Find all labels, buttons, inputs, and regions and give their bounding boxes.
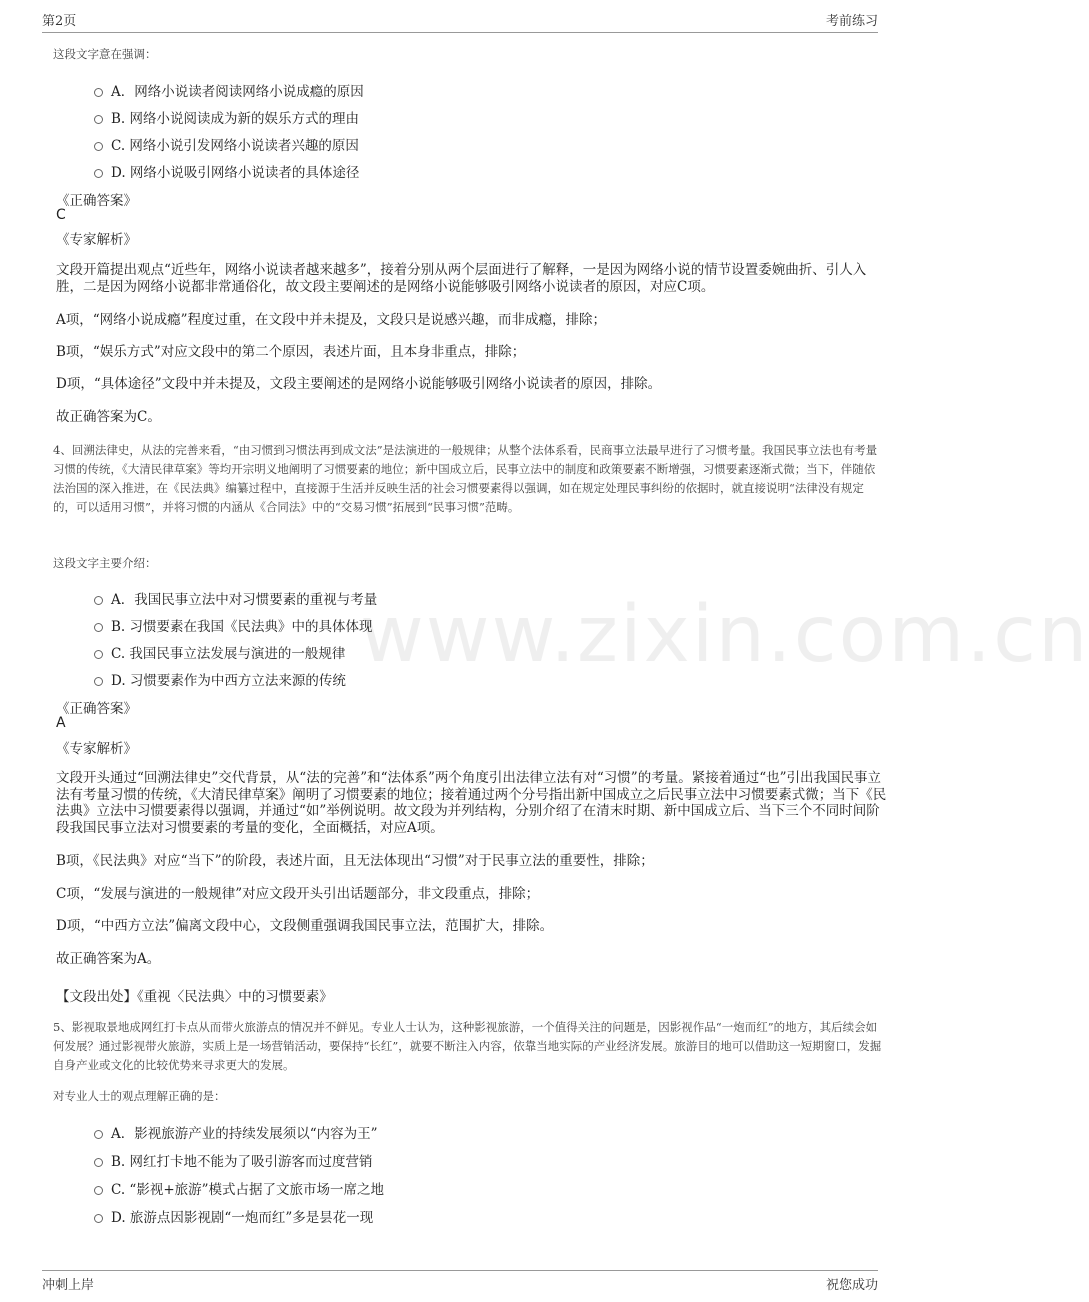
q4-stem: 这段文字主要介绍： xyxy=(53,556,157,570)
q5-option-a[interactable]: A．影视旅游产业的持续发展须以“内容为王” xyxy=(94,1122,378,1142)
q3-analysis-p5: 故正确答案为C。 xyxy=(56,409,161,425)
q4-answer: A xyxy=(56,715,66,731)
radio-icon[interactable] xyxy=(94,169,103,178)
q3-analysis-p2: A项，“网络小说成瘾”程度过重，在文段中并未提及，文段只是说感兴趣，而非成瘾，排除； xyxy=(56,312,607,328)
page-number: 第2页 xyxy=(42,14,77,29)
q4-passage: 4、回溯法律史，从法的完善来看，“由习惯到习惯法再到成文法”是法演进的一般规律；从整个法体系看，民商事立法最早进行了习惯考量。我国民事立法也有考量习惯的传统，《大清民律草案》等均开宗明义地阐明了习惯要素的地位；新中国成立后，民事立法中的制度和政策要素不断增强，习惯要素逐渐式微；当下，伴随依法治国的深入推进，在《民法典》编纂过程中，直接源于生活并反映生活的社会习惯要素得以强调，如在规定处理民事纠纷的依据时，就直接说明“法律没有规定的，可以适用习惯”，并将习惯的内涵从《合同法》中的“交易习惯”拓展到“民事习惯”范畴。 xyxy=(53,443,878,514)
q4-analysis-p4: D项，“中西方立法”偏离文段中心，文段侧重强调我国民事立法，范围扩大，排除。 xyxy=(56,918,554,934)
radio-icon[interactable] xyxy=(94,88,103,97)
radio-icon[interactable] xyxy=(94,1130,103,1139)
watermark: www.zixin.com.cn xyxy=(360,590,1089,680)
page-footer xyxy=(42,1270,878,1293)
radio-icon[interactable] xyxy=(94,1158,103,1167)
q4-option-c[interactable]: C. 我国民事立法发展与演进的一般规律 xyxy=(94,642,345,662)
q4-source: 【文段出处】《重视〈民法典〉中的习惯要素》 xyxy=(56,989,333,1005)
radio-icon[interactable] xyxy=(94,623,103,632)
q5-option-c[interactable]: C. “影视+旅游”模式占据了文旅市场一席之地 xyxy=(94,1178,384,1198)
footer-right: 祝您成功 xyxy=(825,1278,878,1293)
radio-icon[interactable] xyxy=(94,1214,103,1223)
q3-analysis-label: 《专家解析》 xyxy=(56,232,137,248)
q3-analysis-p3: B项，“娱乐方式”对应文段中的第二个原因，表述片面，且本身非重点，排除； xyxy=(56,344,526,360)
q4-analysis-p2: B项，《民法典》对应“当下”的阶段，表述片面，且无法体现出“习惯”对于民事立法的重要性，排除； xyxy=(56,853,654,869)
q3-answer: C xyxy=(56,207,66,223)
q5-passage: 5、影视取景地成网红打卡点从而带火旅游点的情况并不鲜见。专业人士认为，这种影视旅游，一个值得关注的问题是，因影视作品“一炮而红”的地方，其后续会如何发展？通过影视带火旅游，实质上是一场营销活动，要保持“长红”，就要不断注入内容，依靠当地实际的产业经济发展。旅游目的地可以借助这一短期窗口，发掘自身产业或文化的比较优势来寻求更大的发展。 xyxy=(53,1020,882,1072)
q4-option-a[interactable]: A．我国民事立法中对习惯要素的重视与考量 xyxy=(94,588,377,608)
radio-icon[interactable] xyxy=(94,650,103,659)
q4-analysis-p3: C项，“发展与演进的一般规律”对应文段开头引出话题部分，非文段重点，排除； xyxy=(56,886,540,902)
q4-answer-label: 《正确答案》 xyxy=(56,701,137,717)
footer-left: 冲刺上岸 xyxy=(42,1278,95,1293)
q4-option-b[interactable]: B. 习惯要素在我国《民法典》中的具体体现 xyxy=(94,615,373,635)
q5-option-d[interactable]: D. 旅游点因影视剧“一炮而红”多是昙花一现 xyxy=(94,1206,373,1226)
radio-icon[interactable] xyxy=(94,142,103,151)
q3-option-c[interactable]: C. 网络小说引发网络小说读者兴趣的原因 xyxy=(94,134,359,154)
q4-analysis-label: 《专家解析》 xyxy=(56,741,137,757)
q3-analysis-p4: D项，“具体途径”文段中并未提及，文段主要阐述的是网络小说能够吸引网络小说读者的原因，排除。 xyxy=(56,376,662,392)
q4-analysis-p1: 文段开头通过“回溯法律史”交代背景，从“法的完善”和“法体系”两个角度引出法律立法有对“习惯”的考量。紧接着通过“也”引出我国民事立法有考量习惯的传统，《大清民律草案》阐明了习惯要素的地位；接着通过两个分号指出新中国成立之后民事立法中习惯要素式微；当下《民法典》立法中习惯要素得以强调，并通过“如”举例说明。故文段为并列结构，分别介绍了在清末时期、新中国成立后、当下三个不同时间阶段我国民事立法对习惯要素的考量的变化，全面概括，对应A项。 xyxy=(56,770,887,836)
radio-icon[interactable] xyxy=(94,596,103,605)
q3-answer-label: 《正确答案》 xyxy=(56,193,137,209)
radio-icon[interactable] xyxy=(94,677,103,686)
q5-stem: 对专业人士的观点理解正确的是： xyxy=(53,1089,226,1103)
header-title: 考前练习 xyxy=(825,14,878,29)
q3-stem: 这段文字意在强调： xyxy=(53,47,157,61)
q3-option-a[interactable]: A．网络小说读者阅读网络小说成瘾的原因 xyxy=(94,80,364,100)
q3-option-d[interactable]: D. 网络小说吸引网络小说读者的具体途径 xyxy=(94,161,359,181)
q4-analysis-p5: 故正确答案为A。 xyxy=(56,951,161,967)
radio-icon[interactable] xyxy=(94,1186,103,1195)
q4-option-d[interactable]: D. 习惯要素作为中西方立法来源的传统 xyxy=(94,669,346,689)
q5-option-b[interactable]: B. 网红打卡地不能为了吸引游客而过度营销 xyxy=(94,1150,373,1170)
q3-option-b[interactable]: B. 网络小说阅读成为新的娱乐方式的理由 xyxy=(94,107,359,127)
radio-icon[interactable] xyxy=(94,115,103,124)
q3-analysis-p1: 文段开篇提出观点“近些年，网络小说读者越来越多”，接着分别从两个层面进行了解释，一是因为网络小说的情节设置委婉曲折、引人入胜，二是因为网络小说都非常通俗化，故文段主要阐述的是网络小说能够吸引网络小说读者的原因，对应C项。 xyxy=(56,262,867,295)
page-header xyxy=(42,10,878,33)
